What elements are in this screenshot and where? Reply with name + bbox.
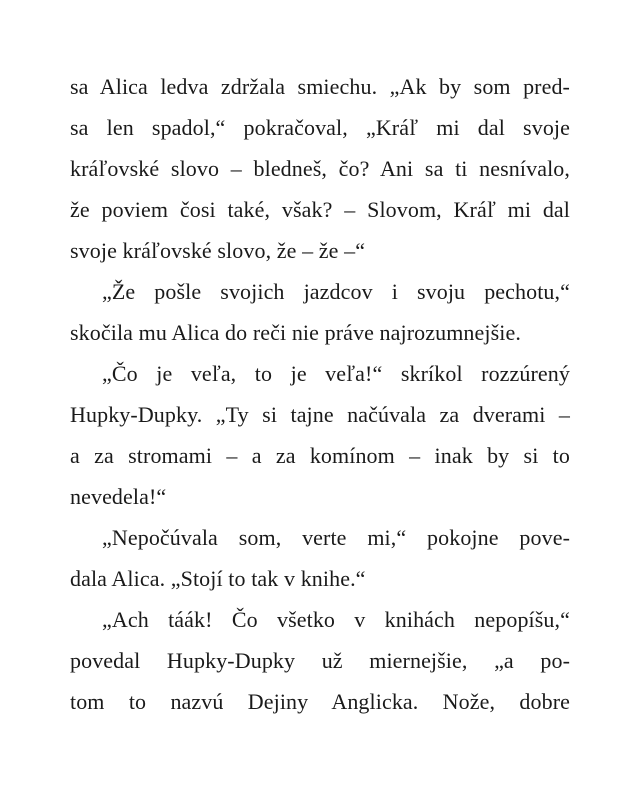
text-line: a za stromami – a za komínom – inak by si to <box>70 443 570 468</box>
text-line: skočila mu Alica do reči nie práve najrozumnejšie. <box>70 320 521 345</box>
text-line: sa len spadol,“ pokračoval, „Kráľ mi dal svoje <box>70 115 570 140</box>
text-line: dala Alica. „Stojí to tak v knihe.“ <box>70 566 366 591</box>
text-line: „Ach táák! Čo všetko v knihách nepopíšu,“ <box>102 607 570 632</box>
body-text <box>70 66 570 722</box>
text-line: že poviem čosi také, však? – Slovom, Kráľ mi dal <box>70 197 570 222</box>
text-line: „Čo je veľa, to je veľa!“ skríkol rozzúrený <box>102 361 570 386</box>
text-line: svoje kráľovské slovo, že – že –“ <box>70 238 366 263</box>
text-line: Hupky-Dupky. „Ty si tajne načúvala za dverami – <box>70 402 570 427</box>
text-line: povedal Hupky-Dupky už miernejšie, „a po- <box>70 648 570 673</box>
text-line: sa Alica ledva zdržala smiechu. „Ak by som pred- <box>70 74 570 99</box>
text-line: „Nepočúvala som, verte mi,“ pokojne pove- <box>102 525 570 550</box>
text-line: „Že pošle svojich jazdcov i svoju pechotu,“ <box>102 279 570 304</box>
text-line: nevedela!“ <box>70 484 167 509</box>
text-line: tom to nazvú Dejiny Anglicka. Nože, dobre <box>70 689 570 714</box>
text-line: kráľovské slovo – bledneš, čo? Ani sa ti nesnívalo, <box>70 156 570 181</box>
